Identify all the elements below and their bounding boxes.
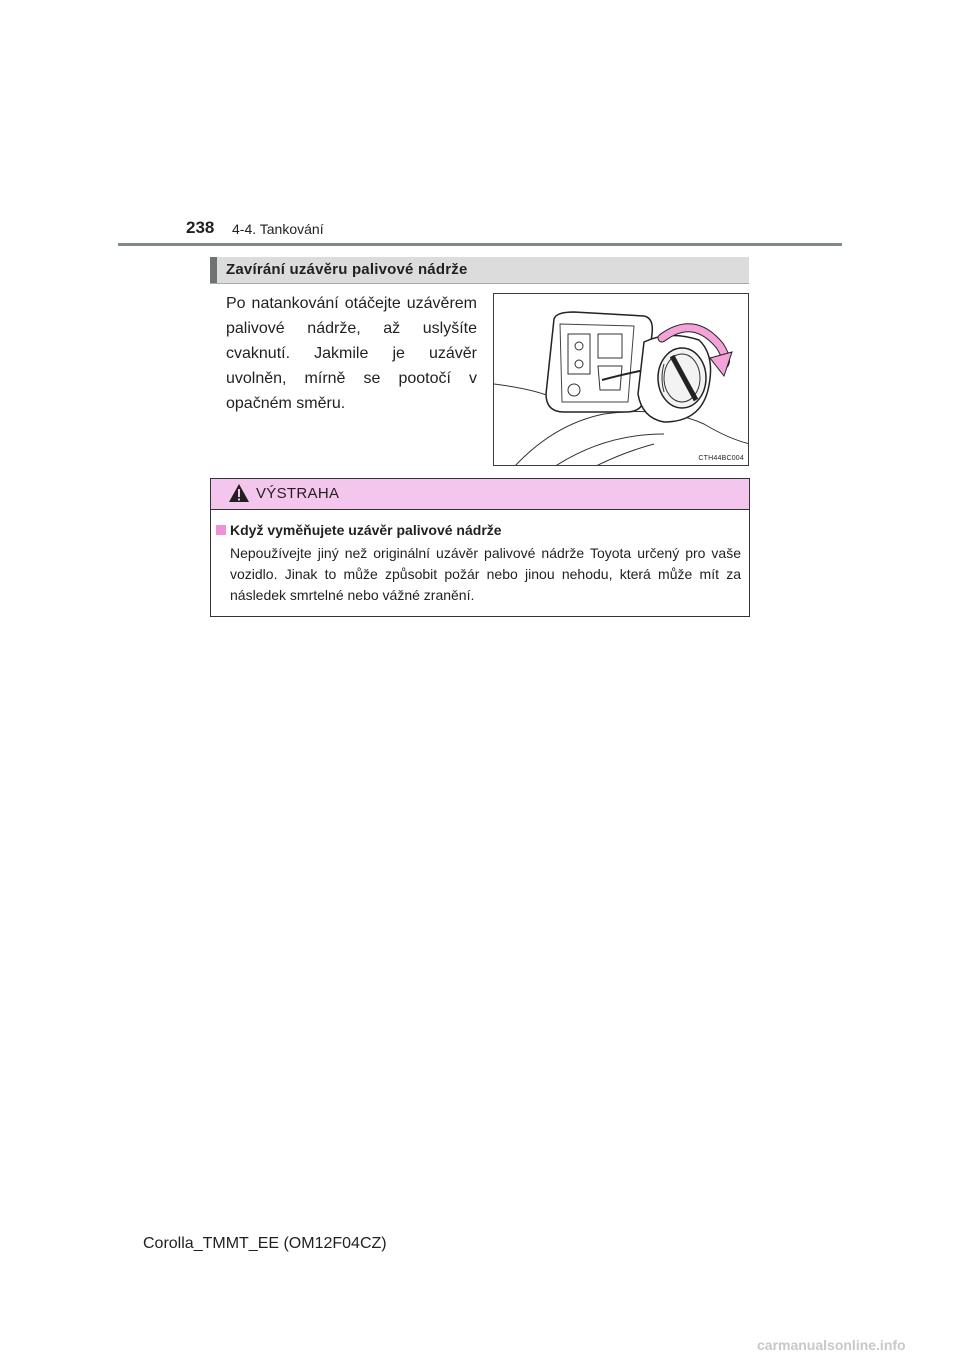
- watermark: carmanualsonline.info: [757, 1337, 906, 1353]
- subsection-heading-bar: [210, 257, 749, 284]
- heading-marker: [210, 257, 217, 283]
- warning-triangle-icon: [228, 483, 250, 503]
- warning-box: [210, 478, 750, 617]
- fuel-cap-illustration: [493, 293, 749, 466]
- bullet-square-icon: [216, 525, 226, 535]
- warning-label: VÝSTRAHA: [256, 485, 340, 502]
- figure-code: CTH44BC004: [698, 455, 744, 462]
- section-header: 4-4. Tankování: [232, 221, 324, 237]
- subsection-title: Zavírání uzávěru palivové nádrže: [226, 261, 468, 278]
- footer-document-id: Corolla_TMMT_EE (OM12F04CZ): [143, 1235, 387, 1252]
- page-number: 238: [186, 218, 215, 237]
- warning-subheading: [216, 522, 502, 538]
- warning-text: Nepoužívejte jiný než originální uzávěr palivové nádrže Toyota určený pro vaše vozidlo. Jinak to může způsobit požár nebo jinou nehodu, která může mít za následek smrtelné nebo vážné zranění.: [230, 545, 741, 603]
- fuel-cap-drawing: [494, 294, 749, 466]
- warning-subheading-text: Když vyměňujete uzávěr palivové nádrže: [230, 522, 502, 538]
- header-divider: [118, 243, 842, 246]
- instruction-paragraph: Po natankování otáčejte uzávěrem palivové nádrže, až uslyšíte cvaknutí. Jakmile je uzávěr uvolněn, mírně se pootočí v opačném směru.: [226, 295, 477, 412]
- warning-header: [211, 479, 749, 510]
